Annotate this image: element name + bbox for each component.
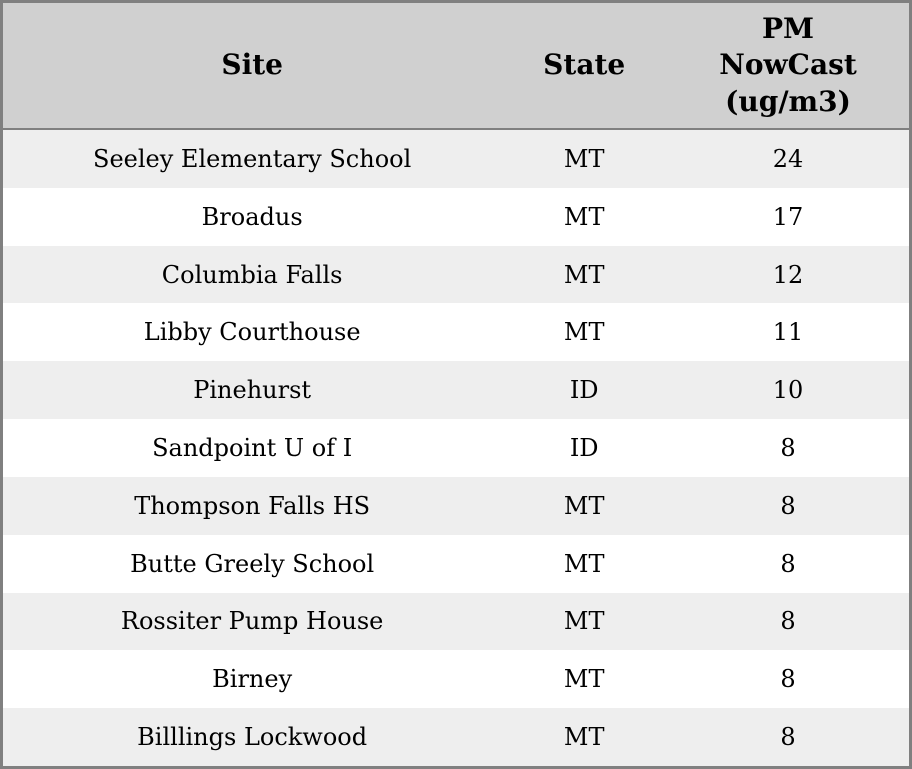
table-row (3, 361, 909, 419)
state-cell: MT (563, 665, 605, 694)
column-header-site: Site (221, 48, 283, 82)
column-header-pm-nowcast-label: PM NowCast (ug/m3) (719, 11, 857, 118)
site-cell: Pinehurst (193, 376, 312, 405)
state-cell: MT (563, 491, 605, 520)
state-cell: MT (563, 723, 605, 752)
pm-cell: 8 (780, 607, 796, 636)
table-header-row (3, 3, 909, 130)
state-cell: MT (563, 318, 605, 347)
table-row (3, 246, 909, 304)
table-row (3, 650, 909, 708)
site-cell: Rossiter Pump House (120, 607, 384, 636)
pm-cell: 24 (772, 144, 804, 173)
state-cell: MT (563, 549, 605, 578)
table-row (3, 593, 909, 651)
site-cell: Birney (212, 665, 293, 694)
column-header-state: State (543, 48, 626, 82)
pm-cell: 11 (772, 318, 804, 347)
pm-cell: 8 (780, 491, 796, 520)
pm-cell: 10 (772, 376, 804, 405)
state-cell: ID (569, 376, 599, 405)
table-row (3, 130, 909, 188)
table-row (3, 303, 909, 361)
state-cell: MT (563, 260, 605, 289)
site-cell: Columbia Falls (161, 260, 343, 289)
table-row (3, 708, 909, 766)
site-cell: Sandpoint U of I (152, 433, 353, 462)
site-cell: Seeley Elementary School (93, 144, 412, 173)
site-cell: Butte Greely School (130, 549, 375, 578)
site-cell: Thompson Falls HS (134, 491, 371, 520)
state-cell: MT (563, 607, 605, 636)
state-cell: ID (569, 433, 599, 462)
pm-cell: 8 (780, 723, 796, 752)
pm-cell: 8 (780, 549, 796, 578)
table-row (3, 188, 909, 246)
state-cell: MT (563, 144, 605, 173)
site-cell: Broadus (201, 202, 303, 231)
table-row (3, 477, 909, 535)
state-cell: MT (563, 202, 605, 231)
site-cell: Libby Courthouse (143, 318, 361, 347)
pm-cell: 17 (772, 202, 804, 231)
table-row (3, 419, 909, 477)
site-cell: Billlings Lockwood (137, 723, 368, 752)
pm-cell: 12 (772, 260, 804, 289)
table-row (3, 535, 909, 593)
column-header-pm-nowcast (667, 11, 909, 120)
pm-cell: 8 (780, 433, 796, 462)
pm-cell: 8 (780, 665, 796, 694)
